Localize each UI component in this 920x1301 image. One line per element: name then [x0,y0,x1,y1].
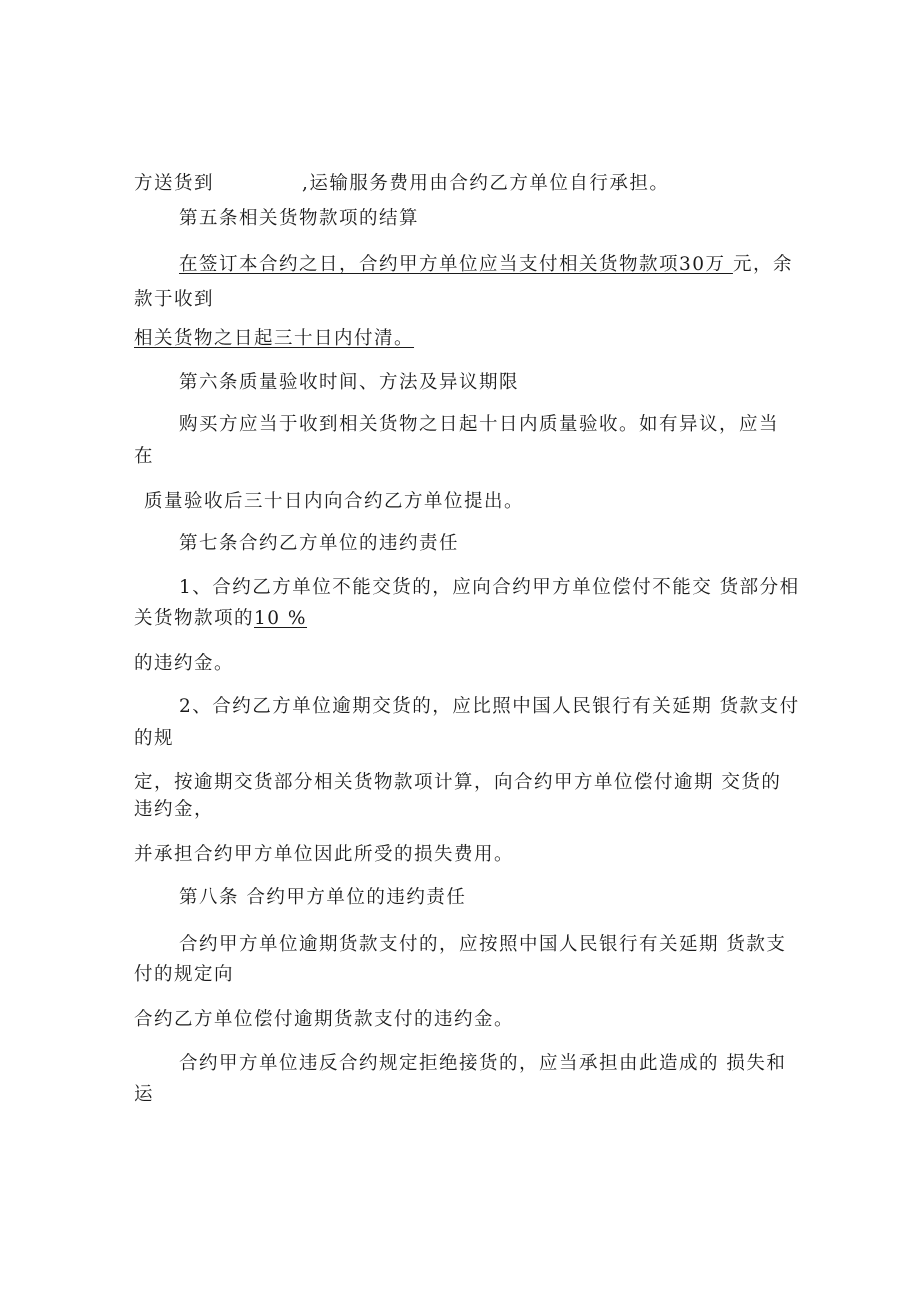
article-7-item-2-line: 2、合约乙方单位逾期交货的，应比照中国人民银行有关延期 货款支付 [179,696,800,717]
article-7-item-2-end: 并承担合约甲方单位因此所受的损失费用。 [134,844,515,865]
article-6-paragraph-line: 购买方应当于收到相关货物之日起十日内质量验收。如有异议，应当 [179,414,780,435]
article-8-paragraph-2-cont: 运 [134,1084,155,1105]
article-5-settlement-text: 相关货物之日起三十日内付清。 [134,328,415,349]
article-7-item-1-cont [134,607,307,631]
article-8-heading: 第八条 合约甲方单位的违约责任 [179,887,467,908]
delivery-prefix: 方送货到 [134,173,215,194]
delivery-line [134,172,669,196]
article-7-item-1-line: 1、合约乙方单位不能交货的，应向合约甲方单位偿付不能交 货部分相 [179,577,800,598]
delivery-suffix: ,运输服务费用由合约乙方单位自行承担。 [302,173,670,194]
article-6-paragraph-cont: 在 [134,446,155,467]
article-8-paragraph-1-end: 合约乙方单位偿付逾期货款支付的违约金。 [134,1009,515,1030]
underlined-payment-text: 在签订本合约之日，合约甲方单位应当支付相关货物款项30万 [179,254,733,275]
article-8-paragraph-1-cont: 付的规定向 [134,964,235,985]
article-8-paragraph-2-line: 合约甲方单位违反合约规定拒绝接货的，应当承担由此造成的 损失和 [179,1053,787,1074]
penalty-percentage: 10 % [254,608,308,629]
article-6-objection-text: 质量验收后三十日内向合约乙方单位提出。 [144,491,525,512]
article-7-item-2-cont: 的规 [134,728,175,749]
payment-unit-text: 元，余 [732,254,793,275]
article-6-heading: 第六条质量验收时间、方法及异议期限 [179,372,520,393]
article-7-item-1-end: 的违约金。 [134,653,235,674]
item-1-prefix: 关货物款项的 [134,608,255,629]
article-7-item-2-line-3: 定，按逾期交货部分相关货物款项计算，向合约甲方单位偿付逾期 交货的 [134,772,782,793]
article-7-heading: 第七条合约乙方单位的违约责任 [179,533,460,554]
article-8-paragraph-1-line: 合约甲方单位逾期货款支付的，应按照中国人民银行有关延期 货款支 [179,934,787,955]
article-5-paragraph-cont: 款于收到 [134,289,215,310]
article-7-item-2-line-4: 违约金， [134,799,215,820]
article-5-heading: 第五条相关货物款项的结算 [179,208,420,229]
article-5-paragraph-line [179,253,793,277]
